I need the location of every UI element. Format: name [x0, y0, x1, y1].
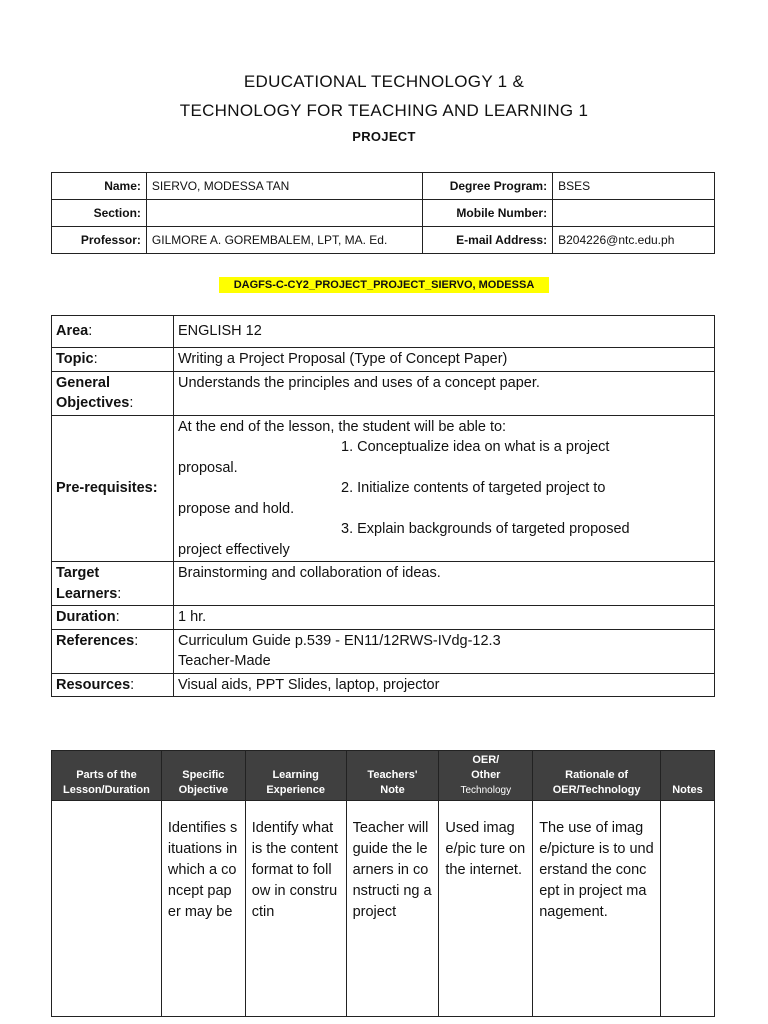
- prereq-item-3: 3. Explain backgrounds of targeted proposed: [341, 521, 630, 537]
- lesson-row-duration: [52, 606, 715, 630]
- lesson-row-topic: [52, 348, 715, 372]
- section-label: Section:: [52, 200, 147, 227]
- degree-program-label: Degree Program:: [423, 173, 553, 200]
- prereq-item-1-cont: proposal.: [178, 459, 238, 476]
- lesson-row-references: [52, 629, 715, 673]
- file-code-highlight: DAGFS-C-CY2_PROJECT_PROJECT_SIERVO, MODESSA: [219, 277, 549, 293]
- lesson-row-area: [52, 316, 715, 348]
- professor-label: Professor:: [52, 227, 147, 254]
- header-notes: Notes: [661, 751, 715, 801]
- info-row-professor: [52, 227, 715, 254]
- cell-learning-experience: Identify what is the content format to follow in constructin: [245, 801, 346, 1017]
- area-label: Area:: [52, 316, 174, 348]
- lesson-row-prerequisites: [52, 415, 715, 562]
- resources-label: Resources:: [52, 673, 174, 697]
- section-value: [146, 200, 422, 227]
- document-title-line-1: EDUCATIONAL TECHNOLOGY 1 &: [243, 72, 525, 91]
- objectives-label: General Objectives:: [52, 371, 174, 415]
- prereq-item-3-cont: project effectively: [178, 541, 290, 558]
- prereq-intro: At the end of the lesson, the student will be able to:: [178, 418, 507, 435]
- prereq-item-2-cont: propose and hold.: [178, 500, 295, 517]
- cell-notes: [661, 801, 715, 1017]
- topic-label: Topic:: [52, 348, 174, 372]
- lesson-row-objectives: [52, 371, 715, 415]
- duration-value: 1 hr.: [174, 606, 715, 630]
- prereq-item-2: 2. Initialize contents of targeted project to: [341, 480, 606, 496]
- objectives-value: Understands the principles and uses of a concept paper.: [174, 371, 715, 415]
- name-label: Name:: [52, 173, 147, 200]
- document-title-line-2: TECHNOLOGY FOR TEACHING AND LEARNING 1: [179, 101, 589, 120]
- references-label: References:: [52, 629, 174, 673]
- info-row-section: [52, 200, 715, 227]
- prereq-item-1: 1. Conceptualize idea on what is a project: [341, 439, 610, 455]
- references-value: Curriculum Guide p.539 - EN11/12RWS-IVdg-12.3 Teacher-Made: [174, 629, 715, 673]
- lesson-row-resources: [52, 673, 715, 697]
- header-specific-objective: Specific Objective: [161, 751, 245, 801]
- plan-header-row: [52, 751, 715, 801]
- lesson-details-table: [51, 315, 715, 697]
- resources-value: Visual aids, PPT Slides, laptop, projector: [174, 673, 715, 697]
- cell-oer-technology: Used image/pic ture on the internet.: [439, 801, 533, 1017]
- info-row-name: [52, 173, 715, 200]
- header-teachers-note: Teachers' Note: [346, 751, 439, 801]
- target-learners-value: Brainstorming and collaboration of ideas.: [174, 562, 715, 606]
- cell-parts-of-lesson: [52, 801, 162, 1017]
- name-value: SIERVO, MODESSA TAN: [146, 173, 422, 200]
- document-subtitle: PROJECT: [352, 129, 416, 144]
- student-info-table: [51, 172, 715, 254]
- mobile-number-label: Mobile Number:: [423, 200, 553, 227]
- email-label: E-mail Address:: [423, 227, 553, 254]
- prerequisites-label: Pre-requisites:: [52, 415, 174, 562]
- lesson-plan-table: [51, 750, 715, 1017]
- topic-value: Writing a Project Proposal (Type of Concept Paper): [174, 348, 715, 372]
- plan-row: [52, 801, 715, 1017]
- prerequisites-value: [174, 415, 715, 562]
- header-learning-experience: Learning Experience: [245, 751, 346, 801]
- header-parts-of-lesson: Parts of the Lesson/Duration: [52, 751, 162, 801]
- header-rationale: Rationale of OER/Technology: [533, 751, 661, 801]
- area-value: ENGLISH 12: [174, 316, 715, 348]
- email-value: B204226@ntc.edu.ph: [553, 227, 715, 254]
- cell-rationale: The use of image/picture is to understand the concept in project management.: [533, 801, 661, 1017]
- duration-label: Duration:: [52, 606, 174, 630]
- header-oer-technology: OER/ Other Technology: [439, 751, 533, 801]
- degree-program-value: BSES: [553, 173, 715, 200]
- cell-specific-objective: Identifies situations in which a concept paper may be: [161, 801, 245, 1017]
- cell-teachers-note: Teacher will guide the learners in constructi ng a project: [346, 801, 439, 1017]
- mobile-number-value: [553, 200, 715, 227]
- lesson-row-target-learners: [52, 562, 715, 606]
- target-learners-label: Target Learners:: [52, 562, 174, 606]
- professor-value: GILMORE A. GOREMBALEM, LPT, MA. Ed.: [146, 227, 422, 254]
